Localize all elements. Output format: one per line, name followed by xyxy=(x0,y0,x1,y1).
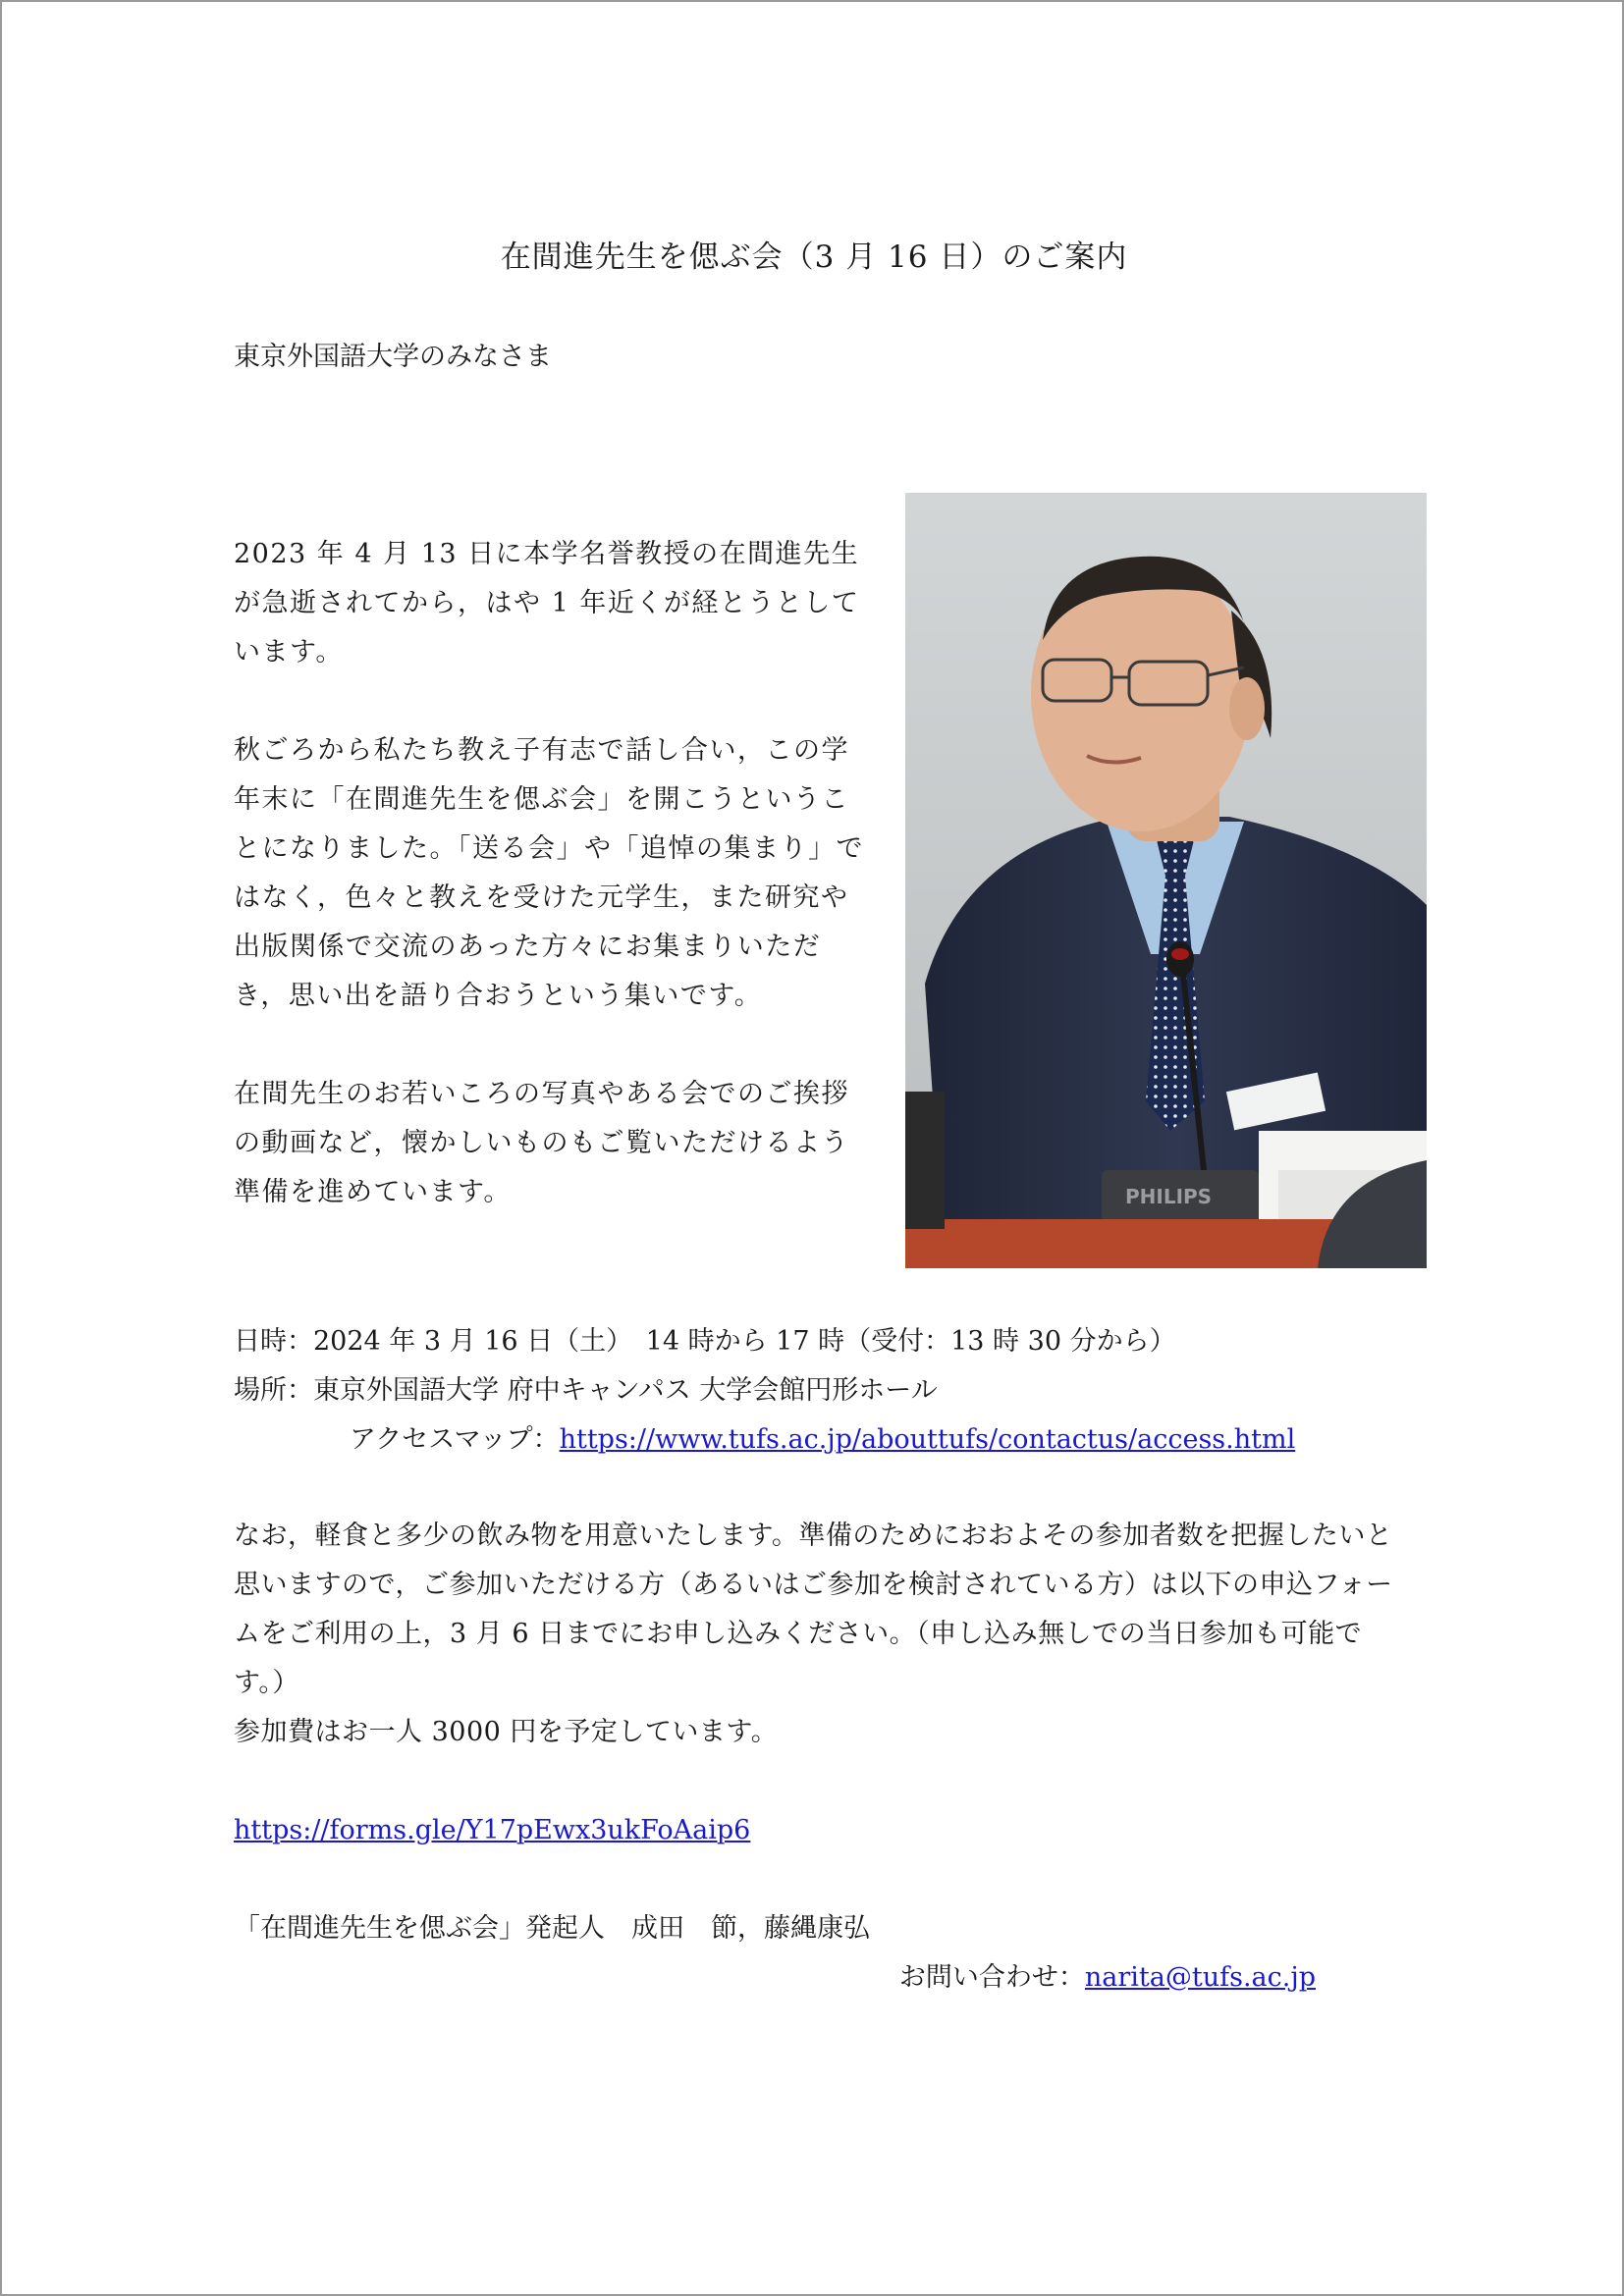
intro-paragraph-1: 2023 年 4 月 13 日に本学名誉教授の在間進先生が急逝されてから，はや 1 年近くが経とうとしています。 xyxy=(234,539,860,667)
contact-label: お問い合わせ： xyxy=(898,1962,1085,1993)
participation-fee: 参加費はお一人 3000 円を予定しています。 xyxy=(234,1717,779,1747)
registration-form-link[interactable]: https://forms.gle/Y17pEwx3ukFoAaip6 xyxy=(234,1815,751,1845)
form-link-row xyxy=(234,1806,750,1855)
access-map-label: アクセスマップ： xyxy=(350,1424,560,1455)
notice-paragraph: なお，軽食と多少の飲み物を用意いたします。準備のためにおおよその参加者数を把握したいと思いますので，ご参加いただける方（あるいはご参加を検討されている方）は以下の申込フォームをご利用の上，3 月 6 日までにお申し込みください。（申し込み無しでの当日参加も可能です。） xyxy=(234,1521,1393,1698)
contact-email-link[interactable]: narita@tufs.ac.jp xyxy=(1084,1962,1316,1993)
event-datetime: 日時：2024 年 3 月 16 日（土） 14 時から 17 時（受付：13 時 30 分から） xyxy=(234,1326,1176,1357)
document-title: 在間進先生を偲ぶ会（3 月 16 日）のご案内 xyxy=(500,240,1128,275)
microphone-brand-label: PHILIPS xyxy=(1125,1185,1213,1208)
intro-section xyxy=(234,530,872,1266)
intro-paragraph-2: 秋ごろから私たち教え子有志で話し合い，この学年末に「在間進先生を偲ぶ会」を開こうということになりました。「送る会」や「追悼の集まり」ではなく，色々と教えを受けた元学生，また研究や出版関係で交流のあった方々にお集まりいただき，思い出を語り合おうという集いです。 xyxy=(234,735,864,1011)
organizers: 「在間進先生を偲ぶ会」発起人 成田 節，藤縄康弘 xyxy=(234,1913,870,1944)
access-map-row xyxy=(234,1415,1295,1465)
portrait-illustration xyxy=(905,493,1427,1268)
salutation: 東京外国語大学のみなさま xyxy=(234,342,552,372)
portrait-photo xyxy=(905,493,1427,1268)
access-map-link[interactable]: https://www.tufs.ac.jp/abouttufs/contactus/access.html xyxy=(559,1424,1296,1455)
intro-paragraph-3: 在間先生のお若いころの写真やある会でのご挨拶の動画など，懐かしいものもご覧いただけるよう準備を進めています。 xyxy=(234,1079,849,1207)
event-details xyxy=(234,1317,1295,1465)
notice-section xyxy=(234,1512,1397,1757)
event-place: 場所：東京外国語大学 府中キャンパス 大学会館円形ホール xyxy=(234,1375,938,1406)
contact-row xyxy=(899,1953,1316,2002)
